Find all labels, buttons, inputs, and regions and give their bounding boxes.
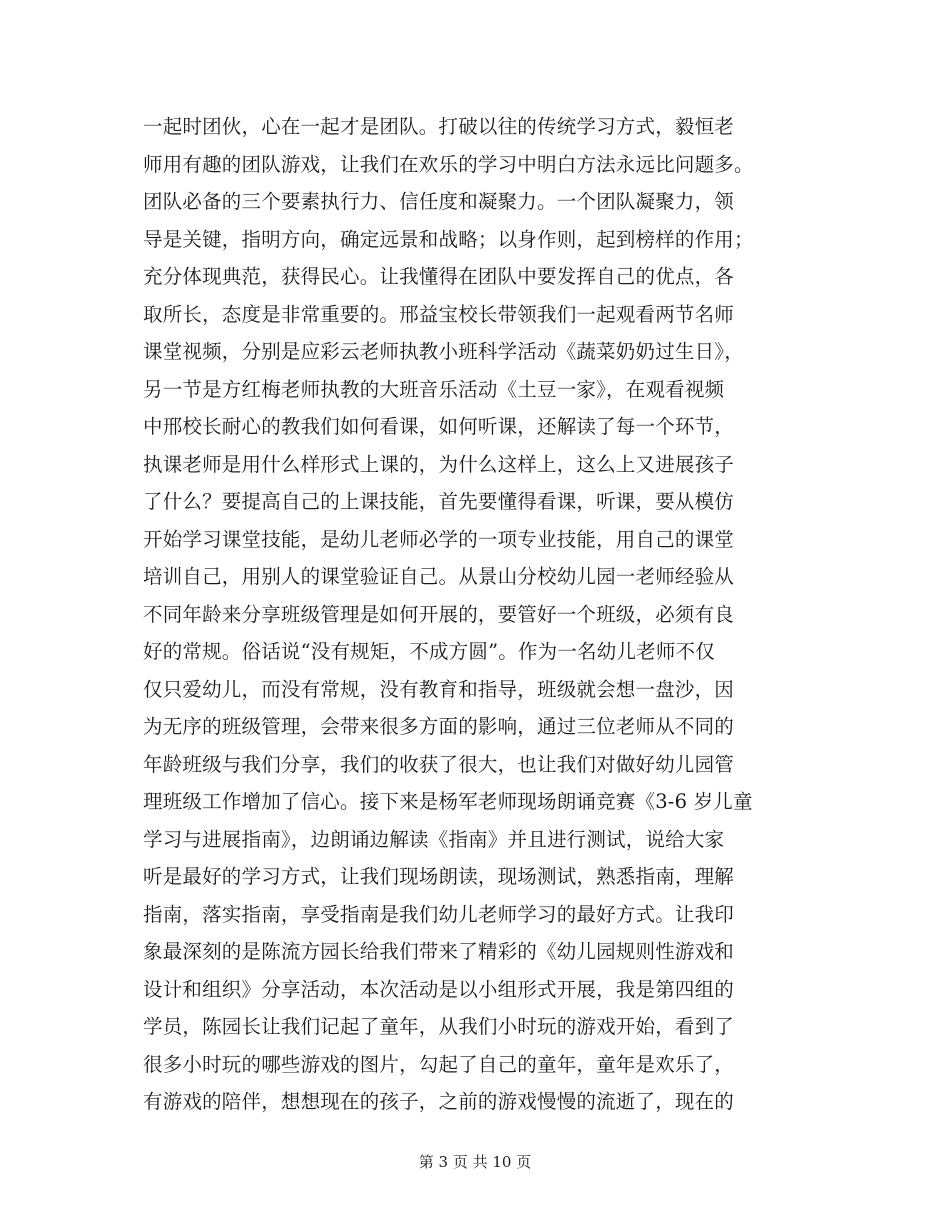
- text-line: 不同年龄来分享班级管理是如何开展的，要管好一个班级，必须有良: [143, 602, 735, 626]
- text-line: 了什么？要提高自己的上课技能，首先要懂得看课，听课，要从模仿: [143, 490, 735, 513]
- page-number-footer: 第 3 页 共 10 页: [418, 1153, 532, 1171]
- text-line: 仅只爱幼儿，而没有常规，没有教育和指导，班级就会想一盘沙，因: [143, 677, 735, 701]
- text-line: 很多小时玩的哪些游戏的图片，勾起了自己的童年，童年是欢乐了，: [143, 1052, 735, 1076]
- text-line: 课堂视频，分别是应彩云老师执教小班科学活动《蔬菜奶奶过生日》，: [143, 340, 744, 363]
- text-line: 团队必备的三个要素执行力、信任度和凝聚力。一个团队凝聚力，领: [143, 190, 735, 213]
- text-line: 开始学习课堂技能，是幼儿老师必学的一项专业技能，用自己的课堂: [143, 527, 735, 551]
- text-line: 充分体现典范，获得民心。让我懂得在团队中要发挥自己的优点，各: [143, 265, 735, 288]
- text-line: 取所长，态度是非常重要的。邢益宝校长带领我们一起观看两节名师: [143, 302, 735, 326]
- text-line: 象最深刻的是陈流方园长给我们带来了精彩的《幼儿园规则性游戏和: [143, 940, 735, 963]
- text-line: 听是最好的学习方式，让我们现场朗读，现场测试，熟悉指南，理解: [143, 865, 735, 888]
- text-line: 师用有趣的团队游戏，让我们在欢乐的学习中明白方法永远比问题多。: [143, 152, 754, 176]
- text-line: 导是关键，指明方向，确定远景和战略；以身作则，起到榜样的作用；: [143, 227, 754, 251]
- text-line: 年龄班级与我们分享，我们的收获了很大，也让我们对做好幼儿园管: [143, 752, 735, 776]
- text-line: 理班级工作增加了信心。接下来是杨军老师现场朗诵竞赛《3-6 岁儿童: [143, 790, 753, 813]
- text-line: 学员，陈园长让我们记起了童年，从我们小时玩的游戏开始，看到了: [143, 1015, 735, 1038]
- text-line: 指南，落实指南，享受指南是我们幼儿老师学习的最好方式。让我印: [143, 902, 735, 926]
- text-line: 执课老师是用什么样形式上课的，为什么这样上，这么上又进展孩子: [143, 452, 735, 476]
- text-line: 设计和组织》分享活动，本次活动是以小组形式开展，我是第四组的: [143, 977, 735, 1001]
- text-line: 一起时团伙，心在一起才是团队。打破以往的传统学习方式，毅恒老: [143, 115, 735, 138]
- text-line: 中邢校长耐心的教我们如何看课，如何听课，还解读了每一个环节，: [143, 415, 735, 438]
- text-line: 好的常规。俗话说“没有规矩，不成方圆”。作为一名幼儿老师不仅: [143, 640, 715, 663]
- text-line: 培训自己，用别人的课堂验证自己。从景山分校幼儿园一老师经验从: [143, 565, 735, 588]
- text-line: 为无序的班级管理，会带来很多方面的影响，通过三位老师从不同的: [143, 715, 735, 738]
- text-line: 有游戏的陪伴，想想现在的孩子，之前的游戏慢慢的流逝了，现在的: [143, 1090, 735, 1113]
- text-line: 学习与进展指南》，边朗诵边解读《指南》并且进行测试，说给大家: [143, 827, 725, 851]
- text-line: 另一节是方红梅老师执教的大班音乐活动《土豆一家》，在观看视频: [143, 377, 725, 401]
- body-text: [143, 108, 823, 1121]
